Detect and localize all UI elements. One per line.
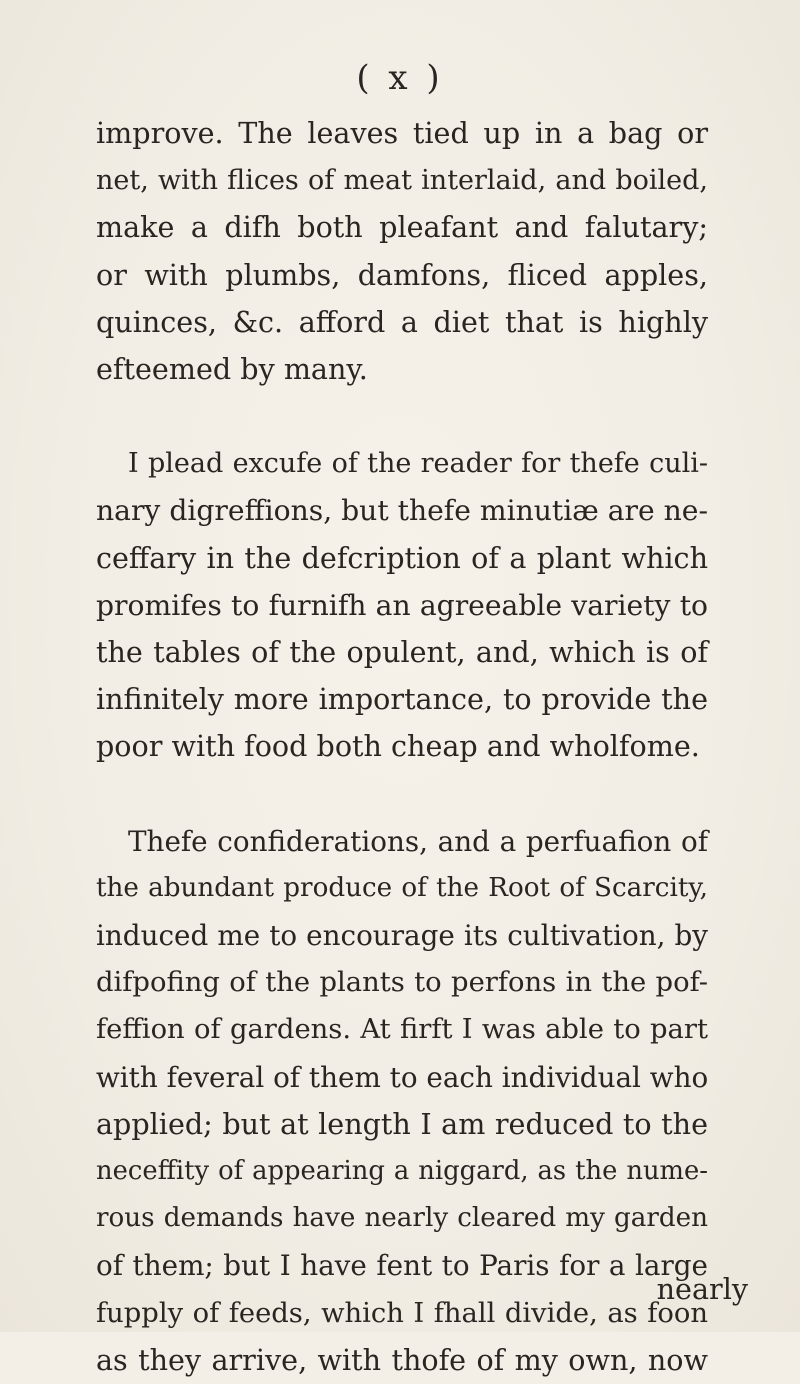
text-line: I plead excufe of the reader for thefe culi- xyxy=(128,448,708,480)
text-line: the abundant produce of the Root of Scarcity, xyxy=(96,872,708,903)
text-line: net, with flices of meat interlaid, and boiled, xyxy=(96,165,708,197)
text-line: of them; but I have fent to Paris for a large xyxy=(96,1249,708,1283)
text-line: Thefe confiderations, and a perfuafion of xyxy=(128,824,708,858)
text-line: or with plumbs, damfons, fliced apples, xyxy=(96,257,708,292)
text-line: poor with food both cheap and wholfome. xyxy=(96,729,700,764)
paragraph-gap xyxy=(96,771,708,818)
text-line: ceffary in the defcription of a plant which xyxy=(96,540,708,575)
text-line: make a difh both pleafant and falutary; xyxy=(96,210,708,245)
text-line: the tables of the opulent, and, which is of xyxy=(96,635,708,670)
text-line: fupply of feeds, which I fhall divide, as foon xyxy=(96,1297,708,1329)
paragraph xyxy=(96,110,708,393)
paragraph xyxy=(96,818,708,1384)
text-line: quinces, &c. afford a diet that is highly xyxy=(96,304,708,339)
paragraph xyxy=(96,440,708,770)
catchword: nearly xyxy=(656,1272,748,1306)
text-line: induced me to encourage its cultivation, by xyxy=(96,919,708,953)
text-line: rous demands have nearly cleared my garden xyxy=(96,1203,708,1234)
text-line: improve. The leaves tied up in a bag or xyxy=(96,116,708,150)
text-line: with feveral of them to each individual who xyxy=(96,1060,709,1094)
paragraph-gap xyxy=(96,393,708,440)
text-line: neceffity of appearing a niggard, as the nume- xyxy=(96,1156,708,1187)
text-line: nary digreffions, but thefe minutiæ are ne- xyxy=(96,494,708,528)
text-line: efteemed by many. xyxy=(96,352,368,387)
body-text xyxy=(96,110,708,1384)
text-line: feffion of gardens. At firft I was able to part xyxy=(96,1014,708,1046)
text-line: difpofing of the plants to perfons in the pof- xyxy=(96,967,708,999)
page-header: ( x ) xyxy=(356,58,444,98)
text-line: infinitely more importance, to provide the xyxy=(96,682,708,717)
text-line: as they arrive, with thofe of my own, now xyxy=(96,1342,708,1377)
text-line: applied; but at length I am reduced to the xyxy=(96,1106,708,1141)
text-line: promifes to furnifh an agreeable variety to xyxy=(96,588,708,622)
